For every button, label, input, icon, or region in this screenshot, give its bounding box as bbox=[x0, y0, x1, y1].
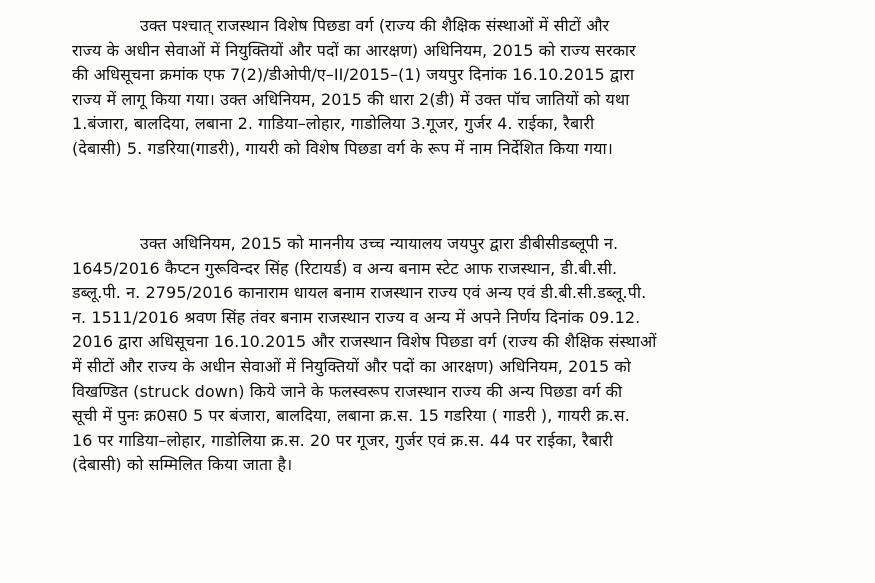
text-line: राज्य में लागू किया गया। उक्त अधिनियम, 2015 की धारा 2(डी) में उक्त पॉच जातियों को यथा bbox=[72, 89, 630, 109]
text-line: राज्य के अधीन सेवाओं में नियुक्तियों और पदों का आरक्षण) अधिनियम, 2015 को राज्य सरकार bbox=[72, 40, 636, 60]
text-line: की अधिसूचना क्रमांक एफ 7(2)/डीओपी/ए–II/2015–(1) जयपुर दिनांक 16.10.2015 द्वारा bbox=[72, 65, 635, 85]
text-line: सूची में पुनः क्र0स0 5 पर बंजारा, बालदिया, लबाना क्र.स. 15 गडरिया ( गाडरी ), गायरी क्र.स. bbox=[72, 406, 630, 426]
text-line: 1.बंजारा, बालदिया, लबाना 2. गाडिया–लोहार, गाडोलिया 3.गूजर, गुर्जर 4. राईका, रैबारी bbox=[72, 114, 595, 134]
text-line: उक्त अधिनियम, 2015 को माननीय उच्च न्यायालय जयपुर द्वारा डीबीसीडब्लूपी न. bbox=[140, 234, 619, 253]
text-line: डब्लू.पी. न. 2795/2016 कानाराम धायल बनाम राजस्थान राज्य एवं अन्य एवं डी.बी.सी.डब्लू.पी. bbox=[72, 283, 647, 303]
text-line: उक्त पश्चात् राजस्थान विशेष पिछडा वर्ग (राज्य की शैक्षिक संस्थाओं में सीटों और bbox=[140, 16, 610, 35]
paragraph-2 bbox=[72, 232, 862, 478]
text-line: 2016 द्वारा अधिसूचना 16.10.2015 और राजस्थान विशेष पिछडा वर्ग (राज्य की शैक्षिक संस्थाओं bbox=[72, 332, 657, 352]
text-line: में सीटों और राज्य के अधीन सेवाओं में नियुक्तियों और पदों का आरक्षण) अधिनियम, 2015 को bbox=[72, 356, 631, 376]
text-line: न. 1511/2016 श्रवण सिंह तंवर बनाम राजस्थान राज्य व अन्य में अपने निर्णय दिनांक 09.12. bbox=[72, 307, 641, 327]
text-line: 16 पर गाडिया–लोहार, गाडोलिया क्र.स. 20 पर गूजर, गुर्जर एवं क्र.स. 44 पर राईका, रैबारी bbox=[72, 430, 613, 450]
paragraph-1 bbox=[72, 14, 862, 162]
text-line: (देबासी) को सम्मिलित किया जाता है। bbox=[72, 455, 293, 475]
text-line: (देबासी) 5. गडरिया(गाडरी), गायरी को विशेष पिछडा वर्ग के रूप में नाम निर्देशित किया गया। bbox=[72, 138, 613, 158]
text-line: 1645/2016 कैप्टन गुरूविन्दर सिंह (रिटायर्ड) व अन्य बनाम स्टेट आफ राजस्थान, डी.बी.सी. bbox=[72, 258, 618, 278]
text-line: विखण्डित (struck down) किये जाने के फलस्वरूप राजस्थान राज्य की अन्य पिछडा वर्ग की bbox=[72, 381, 623, 401]
